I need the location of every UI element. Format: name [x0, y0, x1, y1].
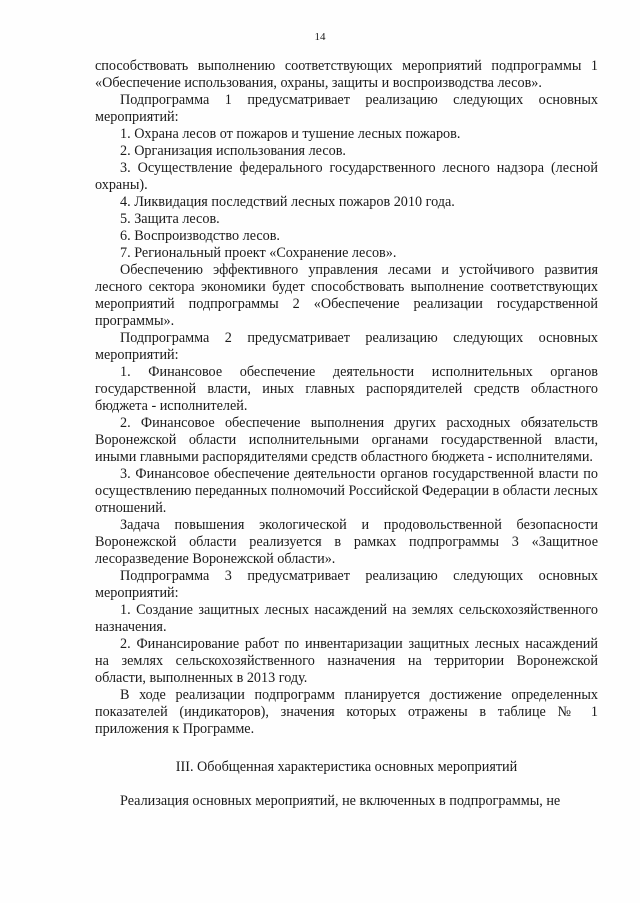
list-item: 2. Финансовое обеспечение выполнения других расходных обязательств Воронежской области исполнительными органами государственной власти, иными главными распорядителями средств областного бюджета - исполнителями.	[95, 415, 598, 465]
paragraph: В ходе реализации подпрограмм планируется достижение определенных показателей (индикаторов), значения которых отражены в таблице № 1 приложения к Программе.	[95, 687, 598, 737]
list-item: 2. Организация использования лесов.	[120, 143, 346, 159]
paragraph: Обеспечению эффективного управления лесами и устойчивого развития лесного сектора экономики будет способствовать выполнение соответствующих мероприятий подпрограммы 2 «Обеспечение реализации государственной программы».	[95, 262, 598, 329]
page-number: 14	[314, 31, 326, 43]
paragraph: Реализация основных мероприятий, не включенных в подпрограммы, не	[120, 793, 561, 809]
paragraph: Подпрограмма 2 предусматривает реализацию следующих основных мероприятий:	[95, 330, 598, 363]
list-item: 5. Защита лесов.	[120, 211, 220, 227]
list-item: 1. Охрана лесов от пожаров и тушение лесных пожаров.	[120, 126, 461, 142]
section-heading: III. Обобщенная характеристика основных мероприятий	[175, 759, 518, 775]
list-item: 3. Осуществление федерального государственного лесного надзора (лесной охраны).	[95, 160, 598, 193]
paragraph: Задача повышения экологической и продовольственной безопасности Воронежской области реализуется в рамках подпрограммы 3 «Защитное лесоразведение Воронежской области».	[95, 517, 598, 567]
paragraph: способствовать выполнению соответствующих мероприятий подпрограммы 1 «Обеспечение использования, охраны, защиты и воспроизводства лесов».	[95, 58, 598, 91]
paragraph: Подпрограмма 1 предусматривает реализацию следующих основных мероприятий:	[95, 92, 598, 125]
list-item: 3. Финансовое обеспечение деятельности органов государственной власти по осуществлению переданных полномочий Российской Федерации в области лесных отношений.	[95, 466, 598, 516]
list-item: 1. Финансовое обеспечение деятельности исполнительных органов государственной власти, иных главных распорядителей средств областного бюджета - исполнителей.	[95, 364, 598, 414]
list-item: 2. Финансирование работ по инвентаризации защитных лесных насаждений на землях сельскохозяйственного назначения на территории Воронежской области, выполненных в 2013 году.	[95, 636, 598, 686]
list-item: 7. Региональный проект «Сохранение лесов».	[120, 245, 397, 261]
list-item: 4. Ликвидация последствий лесных пожаров 2010 года.	[120, 194, 455, 210]
list-item: 6. Воспроизводство лесов.	[120, 228, 280, 244]
list-item: 1. Создание защитных лесных насаждений на землях сельскохозяйственного назначения.	[95, 602, 598, 635]
document-body	[95, 58, 598, 810]
paragraph: Подпрограмма 3 предусматривает реализацию следующих основных мероприятий:	[95, 568, 598, 601]
